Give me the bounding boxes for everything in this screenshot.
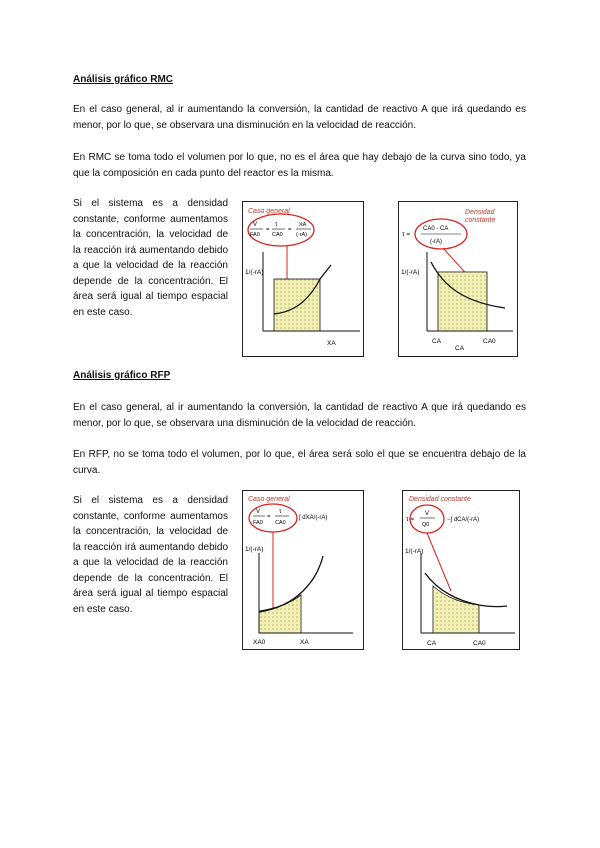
eq-num: CA0 - CA [423,226,449,232]
eq-mid-den: CA0 [272,232,283,238]
pointer-line [427,533,451,591]
eq-mid-num: τ [279,509,282,515]
figure-label-line2: constante [465,217,496,224]
eq-mid-den: CA0 [275,520,286,526]
x-tick-ca0: CA0 [473,640,486,647]
x-tick-ca0: CA0 [483,338,496,345]
y-axis-label: 1/(-rA) [245,269,264,276]
figure-rfp-general-svg [243,491,363,649]
figure-rmc-constant-density-svg [399,202,517,356]
equation-highlight-circle [410,505,444,533]
x-tick-ca: CA [427,640,437,647]
eq-mid-num: τ [275,222,278,228]
y-axis-label: 1/(-rA) [405,548,424,555]
x-tick-xa: XA [300,639,309,646]
figure-label: Caso general [248,496,290,503]
paragraph-rmc-2: En RMC se toma todo el volumen por lo que, no es el área que hay debajo de la curva sino todo, ya que la composición en cada punto del reactor es la misma. [73,152,526,179]
eq-integral: −∫ dCA/(-rA) [447,517,480,523]
paragraph-rmc-side: Si el sistema es a densidad constante, conforme aumentamos la concentración, la velocidad de la reacción irá aumentando debido a que la velocidad de la reacción depende de la concentración. El área será igual al tiempo espacial en este caso. [73,198,228,318]
y-axis-label: 1/(-rA) [401,269,420,276]
eq-den: (-rA) [430,239,442,245]
heading-rfp: Análisis gráfico RFP [73,370,171,381]
eq-lhs-den: FA0 [250,232,260,238]
eq-lhs-num: V [256,509,261,515]
paragraph-rfp-1: En el caso general, al ir aumentando la conversión, la cantidad de reactivo A que irá quedando es menor, por lo que, se observara una disminución de la velocidad de reacción. [73,402,526,429]
figure-label-line1: Densidad [465,209,495,216]
svg-text:=: = [288,227,292,233]
x-tick-ca: CA [432,338,442,345]
figure-rmc-general-svg [243,202,363,356]
eq-tau: τ = [406,516,415,523]
eq-mid-den: Q0 [422,522,430,528]
eq-rhs-num: XA [299,222,307,228]
eq-lhs-num: V [253,222,258,228]
figure-rfp-constant-density [402,490,520,650]
eq-integral: ∫ dXA/(-rA) [299,515,328,521]
figure-label: Densidad constante [409,496,471,503]
eq-tau: τ = [402,231,411,238]
figure-rfp-general [242,490,364,650]
heading-rmc: Análisis gráfico RMC [73,74,174,85]
x-axis-label: CA [455,345,465,352]
svg-text:=: = [267,514,271,520]
figure-rmc-general [242,201,364,357]
figure-label: Caso general [248,208,290,215]
eq-mid-num: V [425,511,430,517]
eq-rhs-den: (-rA) [296,232,307,238]
equation-highlight-circle [248,214,314,246]
x-tick-xa0: XA0 [253,639,266,646]
paragraph-rfp-side: Si el sistema es a densidad constante, conforme aumentamos la concentración, la velocidad de la reacción irá aumentando debido a que la velocidad de la reacción depende de la concentración. El área será igual al tiempo espacial en este caso. [73,495,228,615]
y-axis-label: 1/(-rA) [245,546,264,553]
figure-rmc-constant-density [398,201,518,357]
paragraph-rfp-2: En RFP, no se toma todo el volumen, por lo que, el área será solo el que se encuentra debajo de la curva. [73,449,526,476]
svg-text:=: = [266,227,270,233]
figure-rfp-constant-density-svg [403,491,519,649]
x-axis-label: XA [327,340,336,347]
eq-lhs-den: FA0 [253,520,263,526]
paragraph-rmc-1: En el caso general, al ir aumentando la conversión, la cantidad de reactivo A que irá quedando es menor, por lo que, se observara una disminución en la velocidad de reacción. [73,104,526,131]
